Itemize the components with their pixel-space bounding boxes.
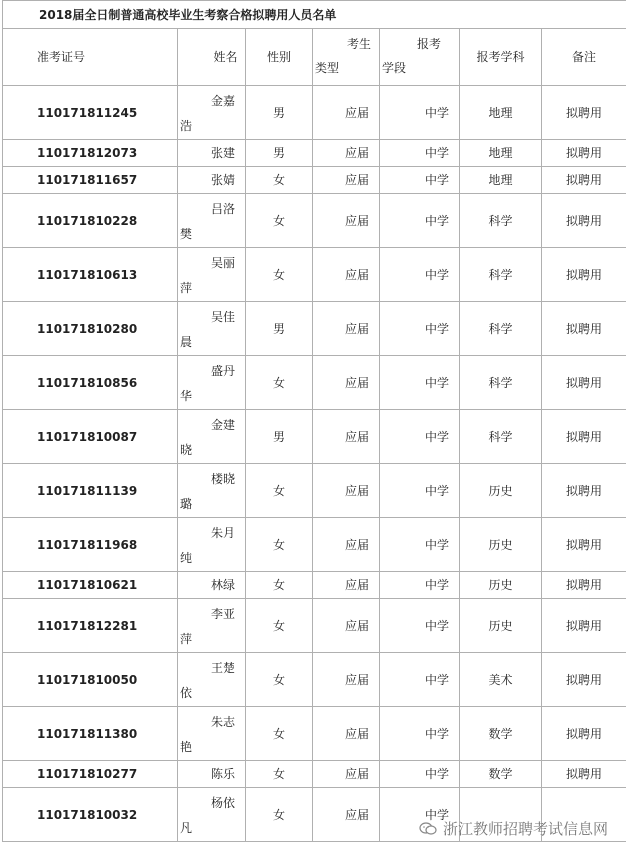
cell-id: 110171810277 (3, 761, 178, 788)
cell-gender: 女 (246, 194, 313, 248)
cell-note: 拟聘用 (542, 518, 626, 572)
name-part-1: 李亚 (210, 607, 235, 621)
cell-gender: 女 (246, 707, 313, 761)
cell-name (178, 86, 246, 140)
cell-id: 110171810856 (3, 356, 178, 410)
cell-note: 拟聘用 (542, 140, 626, 167)
cell-note: 拟聘用 (542, 194, 626, 248)
cell-subject: 历史 (460, 572, 542, 599)
cell-type: 应届 (313, 761, 380, 788)
cell-stage: 中学 (380, 572, 460, 599)
cell-gender: 女 (246, 464, 313, 518)
cell-gender: 男 (246, 410, 313, 464)
cell-subject: 历史 (460, 464, 542, 518)
name-part-1: 吕洛 (210, 202, 235, 216)
cell-subject: 科学 (460, 356, 542, 410)
cell-gender: 女 (246, 248, 313, 302)
cell-id: 110171811657 (3, 167, 178, 194)
cell-type: 应届 (313, 248, 380, 302)
cell-id: 110171811380 (3, 707, 178, 761)
cell-stage: 中学 (380, 788, 460, 842)
cell-note: 拟聘用 (542, 410, 626, 464)
header-stage-top: 报考 (416, 37, 441, 51)
cell-subject: 地理 (460, 86, 542, 140)
watermark-text: 浙江教师招聘考试信息网 (442, 820, 608, 838)
name-part-1: 盛丹 (210, 364, 235, 378)
cell-note: 拟聘用 (542, 707, 626, 761)
name-part-2: 纯 (180, 551, 193, 565)
header-subject: 报考学科 (460, 29, 542, 86)
table-row (3, 761, 626, 788)
header-row (3, 29, 626, 86)
table-row (3, 464, 626, 518)
cell-note: 拟聘用 (542, 599, 626, 653)
table-row (3, 140, 626, 167)
cell-type: 应届 (313, 140, 380, 167)
cell-subject: 历史 (460, 518, 542, 572)
cell-id: 110171810280 (3, 302, 178, 356)
table-row (3, 302, 626, 356)
cell-note: 拟聘用 (542, 86, 626, 140)
watermark (419, 818, 608, 839)
cell-note: 拟聘用 (542, 653, 626, 707)
candidate-table (2, 0, 626, 842)
cell-stage: 中学 (380, 518, 460, 572)
cell-type: 应届 (313, 356, 380, 410)
cell-type: 应届 (313, 707, 380, 761)
cell-gender: 女 (246, 518, 313, 572)
cell-type: 应届 (313, 194, 380, 248)
cell-name (178, 464, 246, 518)
cell-stage: 中学 (380, 410, 460, 464)
name-part-2: 浩 (180, 119, 193, 133)
cell-stage: 中学 (380, 599, 460, 653)
cell-note: 拟聘用 (542, 356, 626, 410)
table-row (3, 572, 626, 599)
cell-type: 应届 (313, 464, 380, 518)
cell-type: 应届 (313, 410, 380, 464)
table-row (3, 707, 626, 761)
cell-gender: 男 (246, 86, 313, 140)
cell-stage: 中学 (380, 464, 460, 518)
cell-name (178, 788, 246, 842)
name-part-1: 金建 (210, 418, 235, 432)
cell-gender: 女 (246, 599, 313, 653)
name-part-2: 凡 (180, 821, 193, 835)
cell-stage: 中学 (380, 140, 460, 167)
name-part-1: 朱志 (210, 715, 235, 729)
cell-note: 拟聘用 (542, 572, 626, 599)
header-type-top: 考生 (346, 37, 371, 51)
cell-note: 拟聘用 (542, 761, 626, 788)
name-part-2: 萍 (180, 281, 193, 295)
header-name (178, 29, 246, 86)
cell-id: 110171811968 (3, 518, 178, 572)
cell-id: 110171810621 (3, 572, 178, 599)
header-stage (380, 29, 460, 86)
cell-type: 应届 (313, 167, 380, 194)
cell-subject: 数学 (460, 707, 542, 761)
cell-id: 110171812073 (3, 140, 178, 167)
cell-stage: 中学 (380, 653, 460, 707)
cell-gender: 男 (246, 140, 313, 167)
name-text: 陈乐 (210, 767, 235, 781)
cell-stage: 中学 (380, 167, 460, 194)
header-gender: 性别 (246, 29, 313, 86)
cell-subject: 科学 (460, 302, 542, 356)
cell-stage: 中学 (380, 248, 460, 302)
name-part-2: 萍 (180, 632, 193, 646)
cell-name (178, 599, 246, 653)
cell-name (178, 707, 246, 761)
cell-note: 拟聘用 (542, 167, 626, 194)
name-part-2: 晨 (180, 335, 193, 349)
name-part-1: 王楚 (210, 661, 235, 675)
cell-note: 拟聘用 (542, 464, 626, 518)
name-text: 张婧 (210, 173, 235, 187)
cell-name (178, 356, 246, 410)
name-part-2: 樊 (180, 227, 193, 241)
name-part-2: 晓 (180, 443, 193, 457)
cell-type: 应届 (313, 302, 380, 356)
cell-name (178, 194, 246, 248)
name-part-2: 艳 (180, 740, 193, 754)
cell-id: 110171810087 (3, 410, 178, 464)
name-part-1: 吴佳 (210, 310, 235, 324)
header-id: 准考证号 (3, 29, 178, 86)
cell-stage: 中学 (380, 707, 460, 761)
cell-type: 应届 (313, 572, 380, 599)
cell-subject: 地理 (460, 167, 542, 194)
table-row (3, 167, 626, 194)
cell-name (178, 248, 246, 302)
cell-name (178, 167, 246, 194)
table-title: 2018届全日制普通高校毕业生考察合格拟聘用人员名单 (3, 1, 626, 29)
name-text: 林绿 (210, 578, 235, 592)
header-stage-bottom: 学段 (382, 61, 407, 75)
cell-gender: 女 (246, 761, 313, 788)
cell-name (178, 653, 246, 707)
table-row (3, 356, 626, 410)
name-part-1: 朱月 (210, 526, 235, 540)
cell-type: 应届 (313, 599, 380, 653)
table-row (3, 518, 626, 572)
table-row (3, 194, 626, 248)
cell-stage: 中学 (380, 86, 460, 140)
cell-id: 110171812281 (3, 599, 178, 653)
cell-subject: 科学 (460, 248, 542, 302)
header-type-bottom: 类型 (315, 61, 340, 75)
table-row (3, 410, 626, 464)
cell-subject: 美术 (460, 653, 542, 707)
document-page (2, 0, 626, 842)
header-type (313, 29, 380, 86)
name-part-1: 金嘉 (210, 94, 235, 108)
cell-name (178, 572, 246, 599)
table-row (3, 599, 626, 653)
name-part-2: 华 (180, 389, 193, 403)
cell-gender: 女 (246, 572, 313, 599)
cell-id: 110171810228 (3, 194, 178, 248)
name-part-1: 吴丽 (210, 256, 235, 270)
cell-subject: 数学 (460, 761, 542, 788)
name-text: 张建 (210, 146, 235, 160)
name-part-2: 依 (180, 686, 193, 700)
cell-id: 110171811245 (3, 86, 178, 140)
cell-gender: 女 (246, 356, 313, 410)
table-row (3, 86, 626, 140)
cell-gender: 女 (246, 788, 313, 842)
cell-subject: 地理 (460, 140, 542, 167)
cell-name (178, 302, 246, 356)
cell-id: 110171810032 (3, 788, 178, 842)
name-part-1: 杨依 (210, 796, 235, 810)
cell-gender: 女 (246, 653, 313, 707)
cell-stage: 中学 (380, 761, 460, 788)
header-name-label: 姓名 (213, 50, 238, 64)
table-row (3, 248, 626, 302)
table-row (3, 653, 626, 707)
cell-gender: 女 (246, 167, 313, 194)
cell-type: 应届 (313, 653, 380, 707)
cell-note: 拟聘用 (542, 302, 626, 356)
cell-name (178, 518, 246, 572)
cell-name (178, 410, 246, 464)
cell-type: 应届 (313, 788, 380, 842)
cell-name (178, 140, 246, 167)
header-note: 备注 (542, 29, 626, 86)
cell-stage: 中学 (380, 356, 460, 410)
cell-stage: 中学 (380, 194, 460, 248)
cell-id: 110171811139 (3, 464, 178, 518)
cell-subject: 科学 (460, 410, 542, 464)
table-body (3, 86, 626, 842)
cell-gender: 男 (246, 302, 313, 356)
cell-note: 拟聘用 (542, 248, 626, 302)
cell-name (178, 761, 246, 788)
name-part-2: 璐 (180, 497, 193, 511)
cell-id: 110171810613 (3, 248, 178, 302)
cell-subject: 历史 (460, 599, 542, 653)
name-part-1: 楼晓 (210, 472, 235, 486)
wechat-icon (419, 822, 437, 836)
cell-type: 应届 (313, 518, 380, 572)
cell-subject: 科学 (460, 194, 542, 248)
cell-stage: 中学 (380, 302, 460, 356)
cell-id: 110171810050 (3, 653, 178, 707)
cell-type: 应届 (313, 86, 380, 140)
